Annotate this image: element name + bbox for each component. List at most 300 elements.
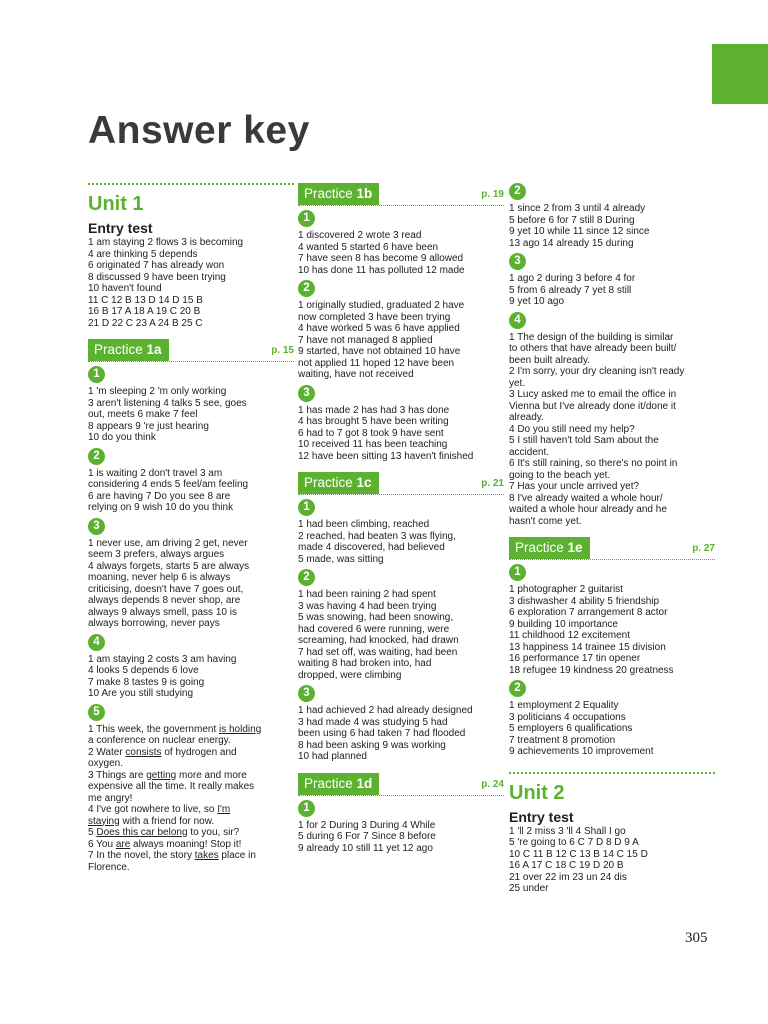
answer-text: 5 made, was sitting xyxy=(298,553,384,565)
answer-text: waited a whole hour already and he xyxy=(509,504,667,515)
answer-line xyxy=(88,421,294,433)
entry-test-heading: Entry test xyxy=(88,220,153,236)
dotted-rule xyxy=(509,772,715,774)
answer-line xyxy=(298,312,504,324)
answer-text: always depends 8 never shop, are xyxy=(88,595,241,606)
answer-text: 9 building 10 importance xyxy=(509,618,618,630)
answer-line xyxy=(509,378,715,390)
answer-line xyxy=(509,332,715,344)
underlined-word: consists xyxy=(125,746,162,758)
answer-line xyxy=(298,589,504,601)
practice-header xyxy=(88,339,294,362)
answer-text: place in xyxy=(218,850,256,861)
answer-line xyxy=(88,561,294,573)
answer-line xyxy=(88,827,294,839)
practice-header xyxy=(298,472,504,495)
answer-line xyxy=(509,826,715,838)
answer-text: 1 never use, am driving 2 get, never xyxy=(88,537,248,549)
answer-text: 10 haven't found xyxy=(88,283,162,294)
answer-text: 6 You xyxy=(88,838,116,850)
answer-text: 2 Water xyxy=(88,746,126,758)
answer-line xyxy=(509,642,715,654)
practice-label-text: Practice xyxy=(94,342,147,357)
exercise-number: 2 xyxy=(298,569,315,586)
answer-text: 9 already 10 still 11 yet 12 ago xyxy=(298,842,433,854)
answer-text: 10 do you think xyxy=(88,432,156,443)
answer-line xyxy=(298,346,504,358)
answer-text: 3 was having 4 had been trying xyxy=(298,600,437,612)
practice-header xyxy=(298,183,504,206)
answer-line xyxy=(88,432,294,444)
answer-line xyxy=(88,735,294,747)
answer-text: 8 had been asking 9 was working xyxy=(298,739,446,751)
answer-line xyxy=(298,728,504,740)
answer-line xyxy=(88,804,294,816)
answer-line xyxy=(509,872,715,884)
answer-line xyxy=(298,740,504,752)
answer-text: 2 reached, had beaten 3 was flying, xyxy=(298,530,456,542)
answer-text: 5 was snowing, had been snowing, xyxy=(298,612,454,623)
answer-line xyxy=(509,584,715,596)
practice-page-ref: p. 27 xyxy=(692,543,715,554)
answer-line xyxy=(509,860,715,872)
answer-text: hasn't come yet. xyxy=(509,515,582,527)
answer-text: 2 I'm sorry, your dry cleaning isn't ready xyxy=(509,366,685,377)
practice-page-ref: p. 19 xyxy=(481,189,504,200)
answer-line xyxy=(509,226,715,238)
answer-text: 1 is waiting 2 don't travel 3 am xyxy=(88,467,223,479)
answer-text: 3 Lucy asked me to email the office in xyxy=(509,389,677,400)
answer-line xyxy=(298,612,504,624)
entry-test-heading: Entry test xyxy=(509,808,574,825)
answer-line xyxy=(509,504,715,516)
answer-text: 11 C 12 B 13 D 14 D 15 B xyxy=(88,294,203,306)
answer-text: 1 originally studied, graduated 2 have xyxy=(298,300,465,311)
answer-line xyxy=(298,265,504,277)
answer-text: 1 This week, the government xyxy=(88,723,219,735)
answer-line xyxy=(298,647,504,659)
answer-text: 7 have not managed 8 applied xyxy=(298,334,433,346)
answer-line xyxy=(88,747,294,759)
underlined-word: getting xyxy=(146,769,177,781)
answer-text: 8 I've already waited a whole hour/ xyxy=(509,492,663,504)
answer-line xyxy=(509,493,715,505)
answer-line xyxy=(88,584,294,596)
answer-text: 6 had to 7 got 8 took 9 have sent xyxy=(298,427,444,439)
answer-text: screaming, had knocked, had drawn xyxy=(298,635,459,646)
answer-line xyxy=(88,816,294,828)
underlined-word: staying xyxy=(88,815,120,827)
answer-text: moaning, never help 6 is always xyxy=(88,572,231,583)
answer-line xyxy=(88,491,294,503)
practice-label xyxy=(88,339,169,361)
answer-text: 4 are thinking 5 depends xyxy=(88,248,198,260)
column-right xyxy=(509,183,715,895)
answer-line xyxy=(509,470,715,482)
answer-text: already. xyxy=(509,412,544,423)
exercise-number: 1 xyxy=(298,499,315,516)
answer-text: 12 have been sitting 13 haven't finished xyxy=(298,450,474,462)
answer-line xyxy=(88,283,294,295)
answer-line xyxy=(298,416,504,428)
answer-line xyxy=(298,451,504,463)
answer-text: 5 xyxy=(88,827,97,838)
answer-line xyxy=(88,618,294,630)
answer-text: 1 had been raining 2 had spent xyxy=(298,589,436,600)
answer-line xyxy=(88,665,294,677)
answer-line xyxy=(88,538,294,550)
answer-text: 1 am staying 2 costs 3 am having xyxy=(88,653,237,665)
answer-text: seem 3 prefers, always argues xyxy=(88,549,225,560)
answer-text: dropped, were climbing xyxy=(298,669,402,681)
answer-line xyxy=(88,237,294,249)
answer-text: considering 4 ends 5 feel/am feeling xyxy=(88,479,249,490)
answer-text: 10 received 11 has been teaching xyxy=(298,439,448,450)
answer-line xyxy=(88,409,294,421)
exercise-number: 1 xyxy=(509,564,526,581)
answer-line xyxy=(88,549,294,561)
answer-line xyxy=(298,635,504,647)
answer-text: criticising, doesn't have 7 goes out, xyxy=(88,583,244,595)
answer-text: been built already. xyxy=(509,354,590,366)
answer-line xyxy=(509,285,715,297)
answer-text: 13 ago 14 already 15 during xyxy=(509,237,634,249)
answer-text: out, meets 6 make 7 feel xyxy=(88,409,198,420)
answer-line xyxy=(509,723,715,735)
practice-label xyxy=(298,183,379,205)
answer-line xyxy=(509,630,715,642)
answer-text: 8 appears 9 're just hearing xyxy=(88,420,209,432)
answer-text: 10 C 11 B 12 C 13 B 14 C 15 D xyxy=(509,848,648,860)
exercise-number: 2 xyxy=(509,680,526,697)
exercise-number: 4 xyxy=(509,312,526,329)
answer-line xyxy=(88,688,294,700)
practice-label-number: 1a xyxy=(146,342,162,357)
answer-text: 10 had planned xyxy=(298,751,367,762)
answer-line xyxy=(298,658,504,670)
practice-page-ref: p. 21 xyxy=(481,478,504,489)
answer-text: 5 during 6 For 7 Since 8 before xyxy=(298,831,436,842)
answer-text: 4 I've got nowhere to live, so xyxy=(88,804,218,815)
answer-line xyxy=(88,595,294,607)
answer-text: 7 have seen 8 has become 9 allowed xyxy=(298,253,464,264)
answer-line xyxy=(298,358,504,370)
answer-line xyxy=(88,572,294,584)
answer-line xyxy=(298,405,504,417)
answer-text: expensive all the time. It really makes xyxy=(88,781,255,792)
answer-text: 18 refugee 19 kindness 20 greatness xyxy=(509,664,674,676)
answer-text: 3 Things are xyxy=(88,769,147,781)
column-middle xyxy=(298,183,504,854)
exercise-number: 3 xyxy=(298,685,315,702)
practice-label-text: Practice xyxy=(515,540,568,555)
column-left xyxy=(88,183,294,873)
answer-line xyxy=(509,366,715,378)
answer-line xyxy=(298,439,504,451)
answer-line xyxy=(509,343,715,355)
answer-text: 25 under xyxy=(509,883,549,894)
answer-line xyxy=(88,839,294,851)
answer-text: 6 It's still raining, so there's no point in xyxy=(509,458,678,469)
answer-line xyxy=(298,843,504,855)
answer-line xyxy=(509,481,715,493)
answer-text: 10 has done 11 has polluted 12 made xyxy=(298,264,465,276)
answer-line xyxy=(88,654,294,666)
answer-line xyxy=(88,793,294,805)
exercise-number: 1 xyxy=(298,210,315,227)
answer-text: 9 yet 10 ago xyxy=(509,296,565,307)
practice-label-text: Practice xyxy=(304,186,357,201)
answer-line xyxy=(88,386,294,398)
answer-line xyxy=(298,253,504,265)
answer-line xyxy=(509,700,715,712)
answer-line xyxy=(88,862,294,874)
answer-text: always borrowing, never pays xyxy=(88,618,220,629)
practice-label-number: 1d xyxy=(356,775,373,791)
answer-text: 16 B 17 A 18 A 19 C 20 B xyxy=(88,306,201,317)
answer-text: 7 had set off, was waiting, had been xyxy=(298,646,458,658)
answer-text: 4 Do you still need my help? xyxy=(509,423,635,435)
answer-line xyxy=(509,203,715,215)
answer-text: 4 wanted 5 started 6 have been xyxy=(298,241,439,253)
answer-text: 9 achievements 10 improvement xyxy=(509,746,654,757)
answer-line xyxy=(88,850,294,862)
answer-text: 1 had been climbing, reached xyxy=(298,519,430,530)
answer-text: going to the beach yet. xyxy=(509,469,611,481)
exercise-number: 2 xyxy=(88,448,105,465)
practice-label-number: 1c xyxy=(356,475,372,490)
answer-line xyxy=(509,596,715,608)
answer-line xyxy=(509,424,715,436)
answer-text: 3 had made 4 was studying 5 had xyxy=(298,716,448,728)
answer-line xyxy=(509,619,715,631)
answer-text: 5 employers 6 qualifications xyxy=(509,723,633,734)
answer-text: waiting 8 had broken into, had xyxy=(298,658,432,669)
answer-line xyxy=(509,389,715,401)
answer-text: 7 treatment 8 promotion xyxy=(509,734,616,746)
answer-line xyxy=(509,296,715,308)
answer-line xyxy=(88,758,294,770)
answer-text: 1 'll 2 miss 3 'll 4 Shall I go xyxy=(509,825,626,837)
answer-text: 10 Are you still studying xyxy=(88,688,194,699)
answer-line xyxy=(298,554,504,566)
practice-label-number: 1e xyxy=(567,540,583,555)
answer-line xyxy=(298,369,504,381)
answer-text: oxygen. xyxy=(88,758,124,769)
exercise-number: 2 xyxy=(298,280,315,297)
underlined-word: I'm xyxy=(217,804,231,815)
answer-line xyxy=(509,355,715,367)
answer-line xyxy=(509,735,715,747)
practice-label-text: Practice xyxy=(304,475,357,490)
exercise-number: 5 xyxy=(88,704,105,721)
answer-text: to you, sir? xyxy=(187,827,240,838)
answer-line xyxy=(509,401,715,413)
practice-label xyxy=(298,773,379,795)
answer-line xyxy=(509,849,715,861)
answer-line xyxy=(509,458,715,470)
answer-text: accident. xyxy=(509,446,550,458)
answer-line xyxy=(509,273,715,285)
answer-line xyxy=(509,435,715,447)
answer-line xyxy=(88,272,294,284)
answer-text: 5 I still haven't told Sam about the xyxy=(509,435,659,446)
answer-line xyxy=(88,468,294,480)
answer-text: 3 politicians 4 occupations xyxy=(509,711,626,723)
answer-line xyxy=(88,249,294,261)
exercise-number: 3 xyxy=(509,253,526,270)
answer-text: yet. xyxy=(509,377,526,389)
answer-text: 1 for 2 During 3 During 4 While xyxy=(298,819,436,831)
answer-text: 1 discovered 2 wrote 3 read xyxy=(298,230,422,241)
answer-line xyxy=(509,238,715,250)
answer-line xyxy=(298,624,504,636)
answer-line xyxy=(298,300,504,312)
answer-text: 4 looks 5 depends 6 love xyxy=(88,665,199,676)
answer-line xyxy=(509,447,715,459)
answer-line xyxy=(88,502,294,514)
answer-line xyxy=(88,781,294,793)
answer-text: 1 photographer 2 guitarist xyxy=(509,584,623,595)
answer-line xyxy=(509,665,715,677)
answer-text: 1 ago 2 during 3 before 4 for xyxy=(509,273,636,284)
answer-text: 1 has made 2 has had 3 has done xyxy=(298,404,450,416)
answer-line xyxy=(88,607,294,619)
answer-text: 7 In the novel, the story xyxy=(88,850,195,861)
answer-text: to others that have already been built/ xyxy=(509,343,677,354)
answer-text: 21 D 22 C 23 A 24 B 25 C xyxy=(88,317,203,329)
answer-line xyxy=(88,677,294,689)
answer-line xyxy=(298,670,504,682)
answer-text: not applied 11 hoped 12 have been xyxy=(298,357,455,369)
practice-label xyxy=(298,472,379,494)
answer-line xyxy=(509,653,715,665)
answer-text: 3 aren't listening 4 talks 5 see, goes xyxy=(88,397,247,409)
underlined-word: takes xyxy=(194,850,219,861)
answer-line xyxy=(88,306,294,318)
answer-line xyxy=(88,479,294,491)
answer-line xyxy=(88,295,294,307)
answer-line xyxy=(298,242,504,254)
answer-text: 5 from 6 already 7 yet 8 still xyxy=(509,284,632,296)
answer-line xyxy=(88,724,294,736)
answer-text: 5 before 6 for 7 still 8 During xyxy=(509,214,635,226)
answer-line xyxy=(509,607,715,619)
answer-line xyxy=(509,712,715,724)
answer-line xyxy=(509,215,715,227)
answer-text: 8 discussed 9 have been trying xyxy=(88,271,226,283)
answer-text: Florence. xyxy=(88,861,130,873)
answer-text: relying on 9 wish 10 do you think xyxy=(88,502,234,513)
answer-text: always moaning! Stop it! xyxy=(130,838,242,850)
page-number: 305 xyxy=(685,930,708,946)
answer-line xyxy=(509,412,715,424)
answer-line xyxy=(298,751,504,763)
answer-text: 6 exploration 7 arrangement 8 actor xyxy=(509,607,668,618)
answer-line xyxy=(509,516,715,528)
answer-text: of hydrogen and xyxy=(161,746,237,758)
answer-text: made 4 discovered, had believed xyxy=(298,542,445,553)
answer-text: with a friend for now. xyxy=(119,815,215,827)
answer-text: 9 started, have not obtained 10 have xyxy=(298,346,461,357)
answer-line xyxy=(298,323,504,335)
answer-line xyxy=(88,770,294,782)
exercise-number: 1 xyxy=(88,366,105,383)
exercise-number: 3 xyxy=(88,518,105,535)
answer-line xyxy=(298,428,504,440)
answer-text: now completed 3 have been trying xyxy=(298,311,451,323)
practice-page-ref: p. 15 xyxy=(271,345,294,356)
dotted-rule xyxy=(88,183,294,185)
answer-line xyxy=(298,601,504,613)
answer-line xyxy=(509,746,715,758)
answer-text: 7 Has your uncle arrived yet? xyxy=(509,481,640,492)
answer-text: 6 are having 7 Do you see 8 are xyxy=(88,490,231,502)
answer-text: 1 'm sleeping 2 'm only working xyxy=(88,386,227,397)
exercise-number: 1 xyxy=(298,800,315,817)
answer-text: 16 performance 17 tin opener xyxy=(509,653,641,664)
unit-title: Unit 2 xyxy=(509,781,565,804)
answer-text: 1 employment 2 Equality xyxy=(509,700,619,711)
underlined-word: are xyxy=(115,838,131,850)
answer-text: 5 're going to 6 C 7 D 8 D 9 A xyxy=(509,837,639,848)
answer-text: waiting, have not received xyxy=(298,369,414,380)
answer-text: Vienna but I've already done it/done it xyxy=(509,400,676,412)
answer-text: 21 over 22 im 23 un 24 dis xyxy=(509,871,627,883)
answer-text: a conference on nuclear energy. xyxy=(88,735,231,746)
answer-text: me angry! xyxy=(88,792,133,804)
answer-line xyxy=(298,705,504,717)
answer-text: 1 am staying 2 flows 3 is becoming xyxy=(88,237,244,248)
answer-line xyxy=(298,230,504,242)
answer-text: 3 dishwasher 4 ability 5 friendship xyxy=(509,595,660,607)
answer-text: 6 originated 7 has already won xyxy=(88,260,225,271)
answer-text: 7 make 8 tastes 9 is going xyxy=(88,676,205,688)
underlined-word: Does this car belong xyxy=(96,827,188,838)
answer-text: always 9 always smell, pass 10 is xyxy=(88,606,237,618)
answer-text: 4 always forgets, starts 5 are always xyxy=(88,560,250,572)
answer-line xyxy=(298,542,504,554)
exercise-number: 2 xyxy=(509,183,526,200)
practice-label xyxy=(509,537,590,559)
answer-text: had covered 6 were running, were xyxy=(298,623,450,635)
practice-label-number: 1b xyxy=(356,186,373,201)
page-title: Answer key xyxy=(88,109,310,152)
exercise-number: 4 xyxy=(88,634,105,651)
answer-text: 16 A 17 C 18 C 19 D 20 B xyxy=(509,860,624,871)
exercise-number: 3 xyxy=(298,385,315,402)
answer-line xyxy=(298,335,504,347)
answer-line xyxy=(509,883,715,895)
answer-line xyxy=(88,398,294,410)
practice-header xyxy=(298,773,504,796)
answer-text: been using 6 had taken 7 had flooded xyxy=(298,728,466,739)
answer-text: 1 had achieved 2 had already designed xyxy=(298,705,473,716)
underlined-word: is holding xyxy=(219,723,262,735)
answer-line xyxy=(88,318,294,330)
answer-line xyxy=(298,531,504,543)
answer-text: more and more xyxy=(176,769,247,781)
corner-tab xyxy=(712,44,768,104)
practice-page-ref: p. 24 xyxy=(481,778,504,790)
answer-line xyxy=(298,519,504,531)
answer-text: 1 The design of the building is similar xyxy=(509,331,674,343)
answer-line xyxy=(88,260,294,272)
answer-text: 9 yet 10 while 11 since 12 since xyxy=(509,226,650,237)
answer-line xyxy=(298,820,504,832)
answer-text: 1 since 2 from 3 until 4 already xyxy=(509,203,646,214)
answer-line xyxy=(298,717,504,729)
